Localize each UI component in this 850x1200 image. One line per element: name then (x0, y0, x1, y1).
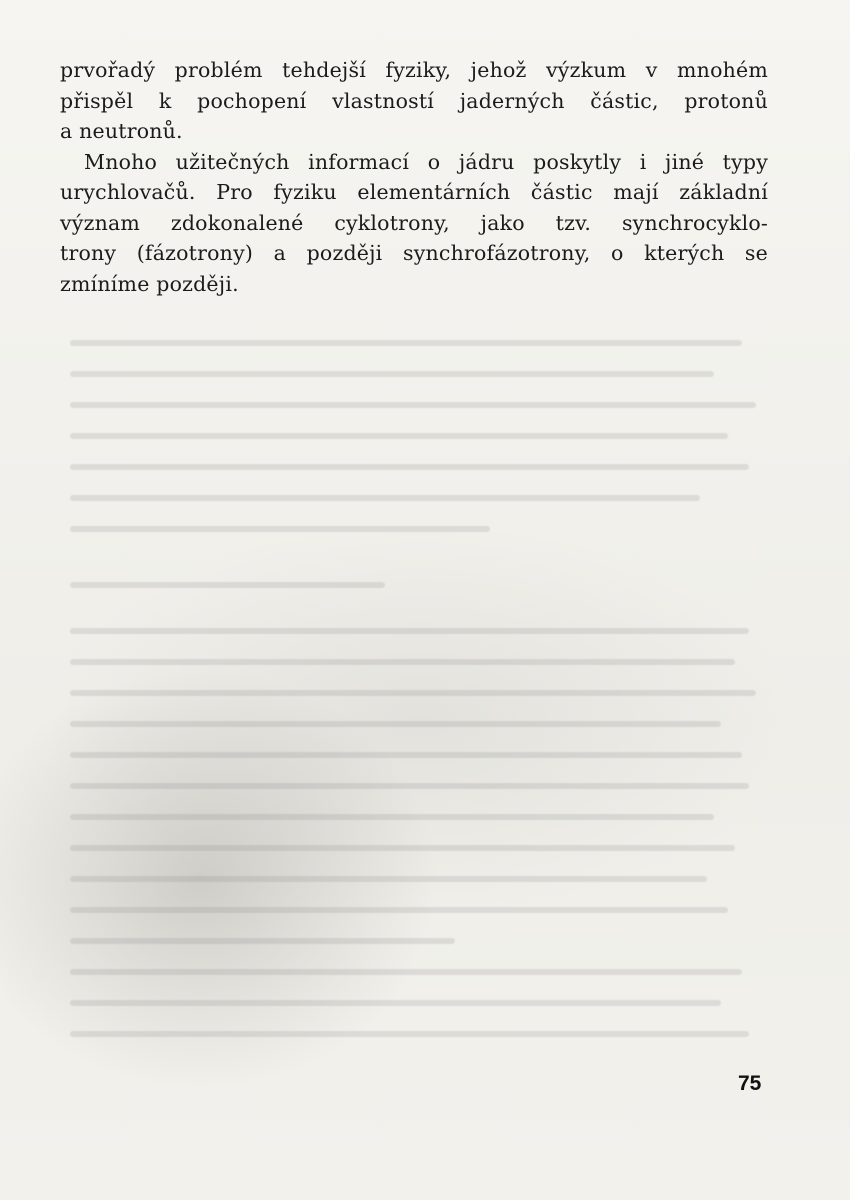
text-line: urychlovačů. Pro fyziku elementárních částic mají základní (60, 180, 768, 204)
text-line: a neutronů. (60, 119, 183, 143)
body-text (60, 55, 768, 299)
paragraph-2 (60, 147, 768, 300)
text-line: přispěl k pochopení vlastností jaderných částic, protonů (60, 88, 768, 113)
paragraph-1 (60, 55, 768, 147)
text-line: trony (fázotrony) a později synchrofázotrony, o kterých se (60, 241, 768, 265)
text-line: prvořadý problém tehdejší fyziky, jehož výzkum v mnohém (60, 58, 768, 82)
text-line: význam zdokonalené cyklotrony, jako tzv. synchrocyklo- (60, 210, 768, 235)
text-line: Mnoho užitečných informací o jádru poskytly i jiné typy (84, 149, 768, 174)
text-line: zmíníme později. (60, 271, 239, 296)
page-number: 75 (738, 1072, 762, 1095)
bleed-through-text (70, 340, 770, 1100)
